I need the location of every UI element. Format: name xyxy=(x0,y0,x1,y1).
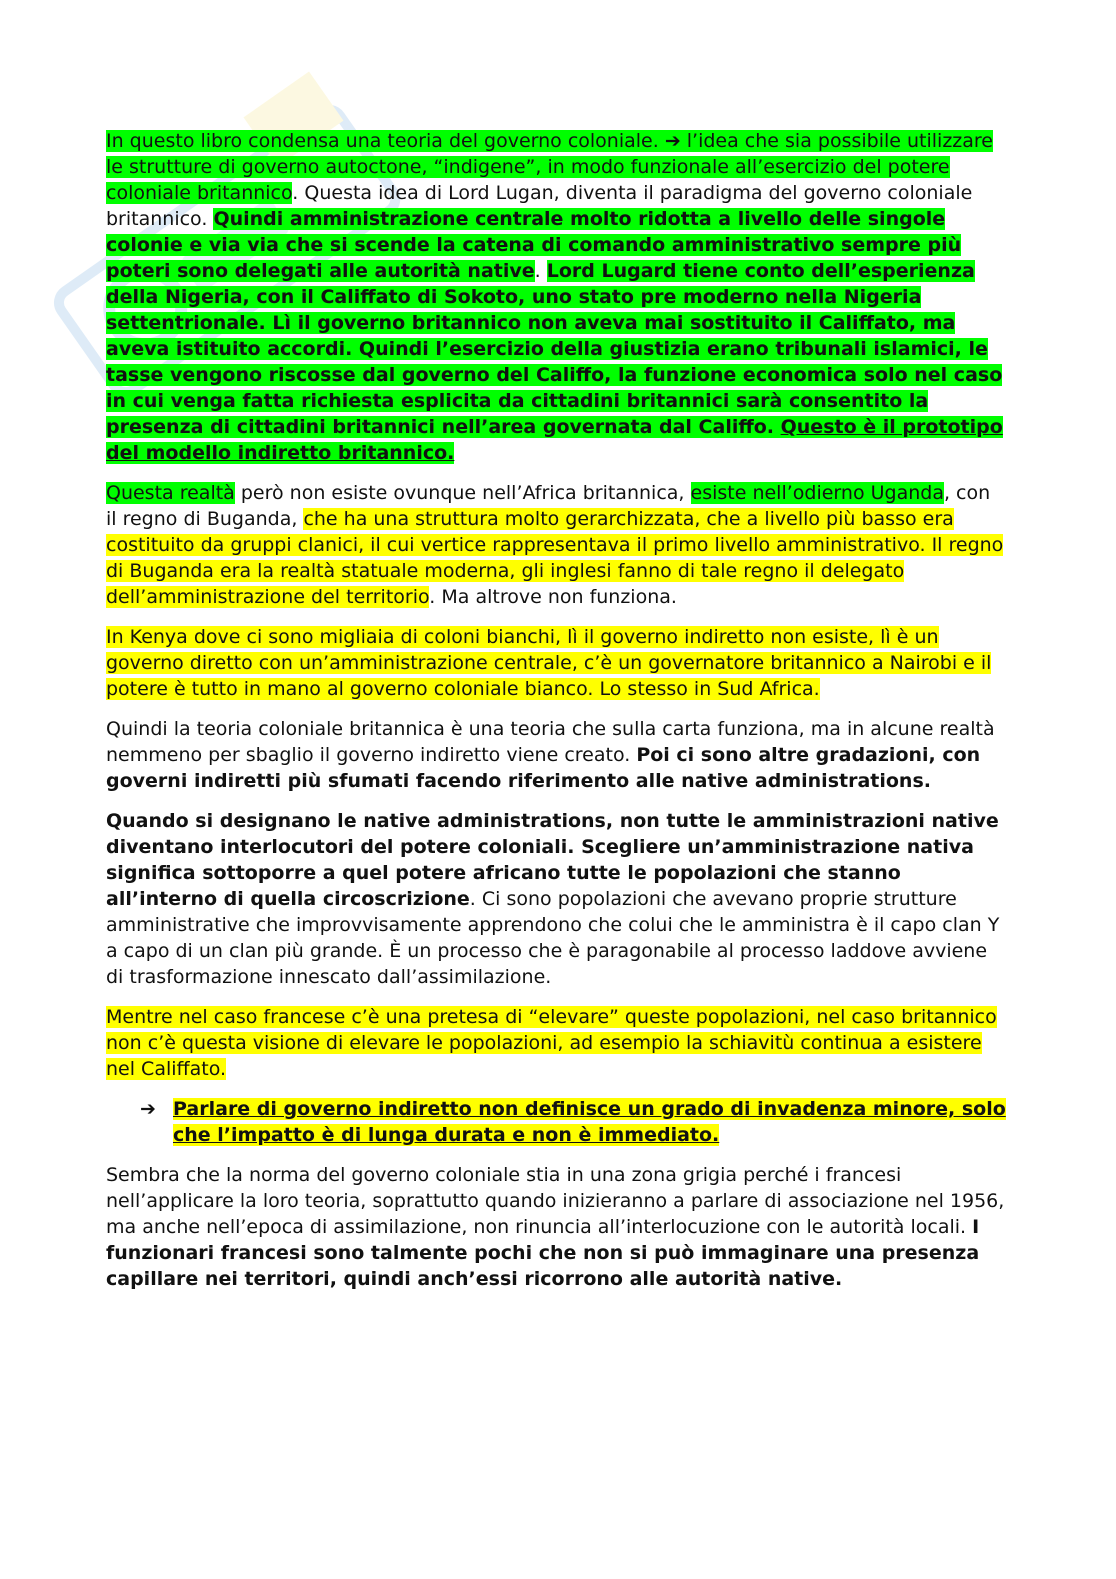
highlight-green: esiste nell’odierno Uganda xyxy=(690,482,944,504)
paragraph-5 xyxy=(106,808,1006,990)
highlight-yellow: Mentre nel caso francese c’è una pretesa di “elevare” queste popolazioni, nel caso britannico non c’è questa visione di elevare le popolazioni, ad esempio la schiavitù continua a esistere nel Califfato. xyxy=(106,1006,997,1080)
paragraph-7 xyxy=(106,1162,1006,1292)
highlight-yellow: che ha una struttura molto gerarchizzata, che a livello più basso era costituito da gruppi clanici, il cui vertice rappresentava il primo livello amministrativo. Il regno di Buganda era la realtà statuale moderna, gli inglesi fanno di tale regno il delegato dell’amministrazione del territorio xyxy=(106,508,1004,608)
paragraph-3 xyxy=(106,624,1006,702)
highlight-green-bold: Lord Lugard tiene conto dell’esperienza della Nigeria, con il Califfato di Sokoto, uno stato pre moderno nella Nigeria settentrionale. Lì il governo britannico non aveva mai sostituito il Califfato, ma aveva istituito accordi. Quindi l’esercizio della giustizia erano tribunali islamici, le tasse vengono riscosse dal governo del Califfo, la funzione economica solo nel caso in cui venga fatta richiesta esplicita da cittadini britannici sarà consentito la presenza di cittadini britannici nell’area governata dal Califfo. xyxy=(106,260,1003,438)
bullet-point xyxy=(140,1096,1006,1148)
bold-text: Quando si designano le native administrations, non tutte le amministrazioni native diventano interlocutori del potere coloniali. Scegliere un’amministrazione nativa significa sottoporre a quel potere africano tutte le popolazioni che stanno all’interno di quella circoscrizione xyxy=(106,810,999,910)
paragraph-6 xyxy=(106,1004,1006,1082)
highlight-green: Questa realtà xyxy=(106,482,235,504)
highlight-green: l’idea che sia possibile utilizzare le strutture di governo autoctone, “indigene”, in modo funzionale all’esercizio del potere coloniale britannico xyxy=(106,130,993,204)
paragraph-1 xyxy=(106,128,1006,466)
paragraph-2 xyxy=(106,480,1006,610)
paragraph-4 xyxy=(106,716,1006,794)
highlight-yellow-bold-underline: Parlare di governo indiretto non definisce un grado di invadenza minore, solo che l’impatto è di lunga durata e non è immediato. xyxy=(173,1098,1006,1146)
plain-text: Quindi la teoria coloniale britannica è una teoria che sulla carta funziona, ma in alcune realtà nemmeno per sbaglio il governo indiretto viene creato. xyxy=(106,718,995,766)
document-body xyxy=(106,128,1006,1306)
plain-text: Sembra che la norma del governo coloniale stia in una zona grigia perché i francesi nell’applicare la loro teoria, soprattutto quando inizieranno a parlare di associazione nel 1956, ma anche nell’epoca di assimilazione, non rinuncia all’interlocuzione con le autorità locali. xyxy=(106,1164,1005,1238)
highlight-green-bold: Quindi amministrazione centrale molto ridotta a livello delle singole colonie e via via che si scende la catena di comando amministrativo sempre più poteri sono delegati alle autorità native xyxy=(106,208,962,282)
plain-text: . xyxy=(534,260,547,282)
bold-text: Poi ci sono altre gradazioni, con governi indiretti più sfumati facendo riferimento alle native administrations. xyxy=(106,744,981,792)
plain-text: però non esiste ovunque nell’Africa britannica, xyxy=(234,482,691,504)
highlight-green: In questo libro condensa una teoria del governo coloniale. xyxy=(106,130,665,152)
arrow-bullet-icon: ➔ xyxy=(140,1098,156,1120)
highlight-yellow: In Kenya dove ci sono migliaia di coloni bianchi, lì il governo indiretto non esiste, lì è un governo diretto con un’amministrazione centrale, c’è un governatore britannico a Nairobi e il potere è tutto in mano al governo coloniale bianco. Lo stesso in Sud Africa. xyxy=(106,626,992,700)
plain-text: . Ci sono popolazioni che avevano proprie strutture amministrative che improvvisamente apprendono che colui che le amministra è il capo clan Y a capo di un clan più grande. È un processo che è paragonabile al processo laddove avviene di trasformazione innescato dall’assimilazione. xyxy=(106,888,1000,988)
plain-text: . Questa idea di Lord Lugan, diventa il paradigma del governo coloniale britannico. xyxy=(106,182,973,230)
highlight-green-bold-underline: Questo è il prototipo del modello indiretto britannico. xyxy=(106,416,1003,464)
arrow-icon: ➔ xyxy=(664,130,681,152)
plain-text: , con il regno di Buganda, xyxy=(106,482,991,530)
plain-text: . Ma altrove non funziona. xyxy=(429,586,677,608)
bold-text: I funzionari francesi sono talmente pochi che non si può immaginare una presenza capillare nei territori, quindi anch’essi ricorrono alle autorità native. xyxy=(106,1216,980,1290)
